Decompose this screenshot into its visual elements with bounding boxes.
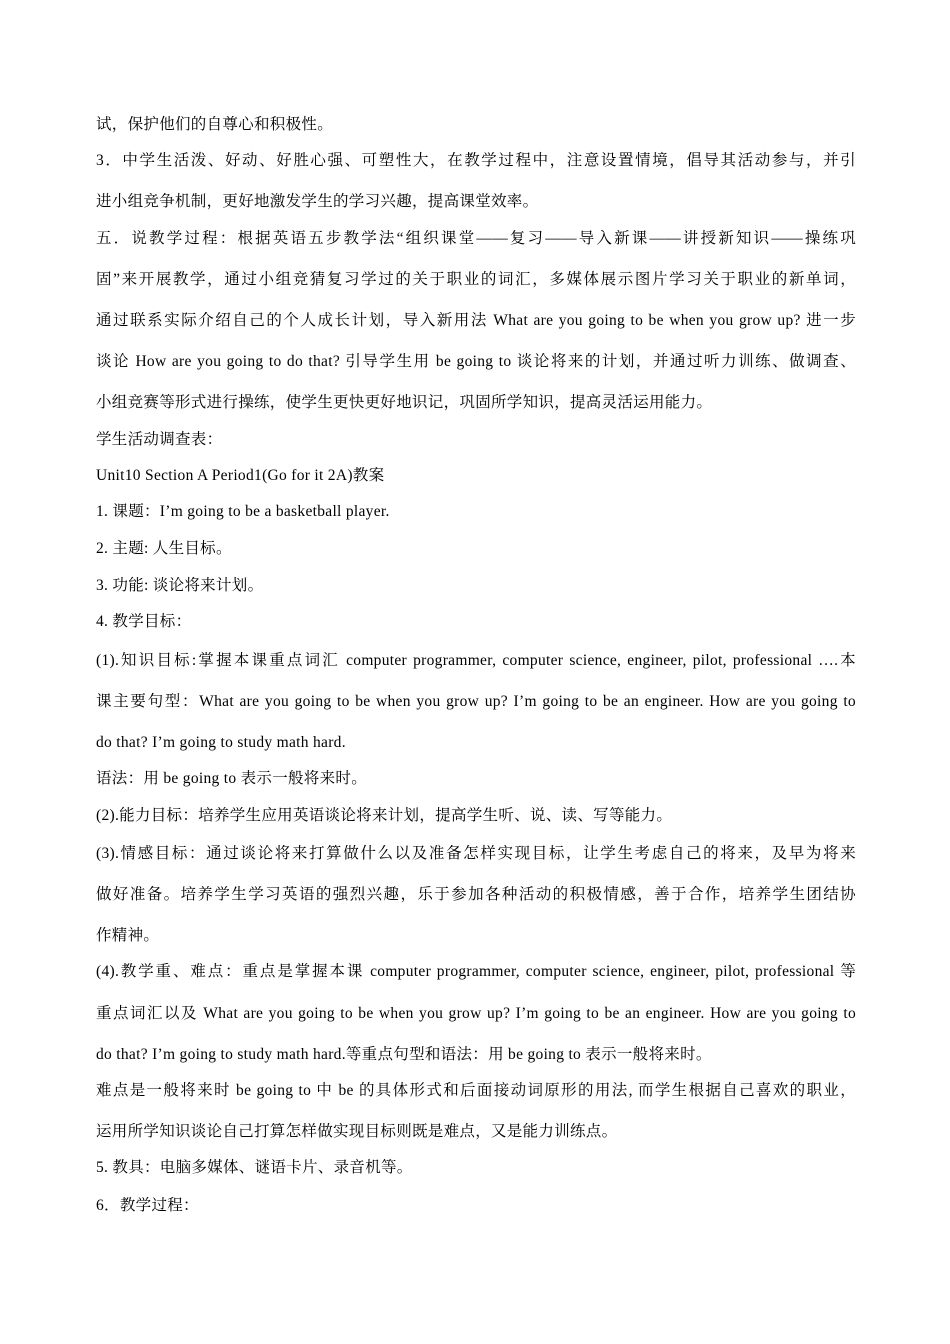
text-line: Unit10 Section A Period1(Go for it 2A)教案 (96, 467, 385, 484)
text-line: (1).知识目标:掌握本课重点词汇 computer programmer, computer science, engineer, pilot, professional ….本 (96, 652, 856, 669)
text-line: 谈论 How are you going to do that? 引导学生用 be going to 谈论将来的计划，并通过听力训练、做调查、 (96, 353, 856, 370)
text-line: (4).教学重、难点：重点是掌握本课 computer programmer, computer science, engineer, pilot, professional 等 (96, 963, 856, 980)
text-line: 做好准备。培养学生学习英语的强烈兴趣，乐于参加各种活动的积极情感，善于合作，培养学生团结协 (96, 886, 856, 903)
text-line: 小组竞赛等形式进行操练，使学生更快更好地识记，巩固所学知识，提高灵活运用能力。 (96, 394, 713, 411)
text-line: 五．说教学过程：根据英语五步教学法“组织课堂——复习——导入新课——讲授新知识——操练巩 (96, 230, 856, 247)
text-line: 1. 课题：I’m going to be a basketball player. (96, 503, 390, 520)
text-line: 运用所学知识谈论自己打算怎样做实现目标则既是难点，又是能力训练点。 (96, 1123, 618, 1140)
text-line: 6．教学过程： (96, 1197, 199, 1214)
text-line: 3. 功能: 谈论将来计划。 (96, 577, 264, 594)
text-line: 2. 主题: 人生目标。 (96, 540, 232, 557)
text-line: (3).情感目标：通过谈论将来打算做什么以及准备怎样实现目标，让学生考虑自己的将来，及早为将来 (96, 845, 856, 862)
text-line: do that? I’m going to study math hard.等重点句型和语法：用 be going to 表示一般将来时。 (96, 1046, 712, 1063)
text-line: 课主要句型：What are you going to be when you grow up? I’m going to be an engineer. How are you going to (96, 693, 856, 710)
text-line: 重点词汇以及 What are you going to be when you grow up? I’m going to be an engineer. How are you going to (96, 1005, 856, 1022)
text-line: do that? I’m going to study math hard. (96, 734, 346, 751)
text-line: 通过联系实际介绍自己的个人成长计划，导入新用法 What are you going to be when you grow up? 进一步 (96, 312, 856, 329)
text-line: 学生活动调查表： (96, 431, 223, 448)
text-line: 语法：用 be going to 表示一般将来时。 (96, 770, 367, 787)
text-line: (2).能力目标：培养学生应用英语谈论将来计划，提高学生听、说、读、写等能力。 (96, 807, 673, 824)
text-line: 难点是一般将来时 be going to 中 be 的具体形式和后面接动词原形的用法, 而学生根据自己喜欢的职业， (96, 1082, 856, 1099)
text-line: 3．中学生活泼、好动、好胜心强、可塑性大，在教学过程中，注意设置情境，倡导其活动参与，并引 (96, 152, 856, 169)
text-line: 试，保护他们的自尊心和积极性。 (96, 116, 334, 133)
text-line: 固”来开展教学，通过小组竞猜复习学过的关于职业的词汇，多媒体展示图片学习关于职业的新单词， (96, 271, 856, 288)
text-line: 5. 教具：电脑多媒体、谜语卡片、录音机等。 (96, 1159, 413, 1176)
text-line: 进小组竞争机制，更好地激发学生的学习兴趣，提高课堂效率。 (96, 193, 539, 210)
text-line: 4. 教学目标： (96, 613, 192, 630)
text-line: 作精神。 (96, 927, 160, 944)
